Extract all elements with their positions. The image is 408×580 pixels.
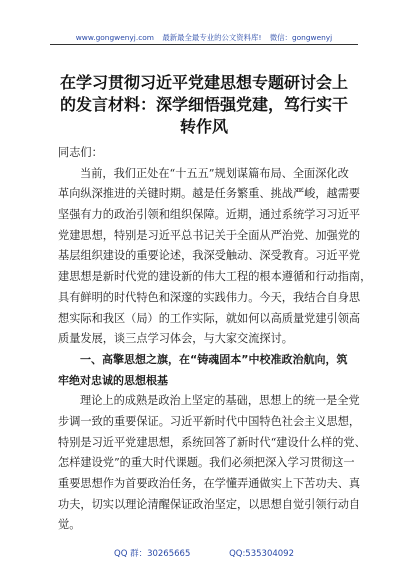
header-divider	[50, 44, 358, 45]
body-line: 理论上的成熟是政治上坚定的基础，思想上的统一是全党	[80, 394, 360, 408]
body-line: 功夫，切实以理论清醒保证政治坚定，以思想自觉引领行动自	[58, 497, 361, 511]
body-line: 坚强有力的政治引领和组织保障。近期，通过系统学习习近平	[58, 208, 361, 222]
body-line: 想实际和我区（局）的工作实际，就如何以高质量党建引领高	[58, 311, 361, 325]
body-line: 特别是习近平党建思想，系统回答了新时代“建设什么样的党、	[58, 435, 366, 449]
header-wechat: 微信：gongwenyj	[269, 33, 333, 42]
document-title	[56, 72, 352, 138]
body-line: 基层组织建设的重要论述，我深受触动、深受教育。习近平党	[58, 249, 361, 263]
section-heading: 一、高擎思想之旗，在“铸魂固本”中校准政治航向，筑	[80, 352, 348, 366]
body-line: 质量发展，谈三点学习体会，与大家交流探讨。	[58, 332, 293, 346]
site-link[interactable]: www.gongwenyj.com	[75, 33, 154, 42]
section-heading: 牢绝对忠诚的思想根基	[58, 373, 168, 387]
document-body	[58, 143, 372, 536]
body-line: 建思想是新时代党的建设新的伟大工程的根本遵循和行动指南，	[58, 270, 372, 284]
body-line: 重要思想作为首要政治任务，在学懂弄通做实上下苦功夫、真	[58, 477, 361, 490]
page-footer	[50, 547, 358, 559]
header-slogan: 最新最全最专业的公文资料库!	[162, 33, 262, 42]
title-line: 转作风	[179, 117, 228, 136]
title-line: 在学习贯彻习近平党建思想专题研讨会上	[59, 73, 348, 92]
body-line: 具有鲜明的时代特色和深邃的实践伟力。今天，我结合自身思	[58, 290, 361, 304]
salutation: 同志们：	[58, 146, 103, 159]
page-header	[50, 32, 358, 43]
body-line: 党建思想，特别是习近平总书记关于全面从严治党、加强党的	[58, 228, 361, 242]
body-line: 怎样建设党”的重大时代课题。我们必须把深入学习贯彻这一	[58, 456, 355, 470]
body-line: 步调一致的重要保证。习近平新时代中国特色社会主义思想，	[58, 414, 361, 428]
body-line: 觉。	[58, 518, 81, 532]
title-line: 的发言材料：深学细悟强党建，笃行实干	[59, 95, 348, 114]
body-line: 革向纵深推进的关键时期。越是任务繁重、挑战严峻，越需要	[58, 187, 361, 201]
body-line: 当前，我们正处在“十五五”规划谋篇布局、全面深化改	[80, 166, 349, 180]
footer-qq-group: QQ 群：30265665	[114, 549, 191, 559]
footer-qq: QQ:535304092	[229, 549, 294, 559]
